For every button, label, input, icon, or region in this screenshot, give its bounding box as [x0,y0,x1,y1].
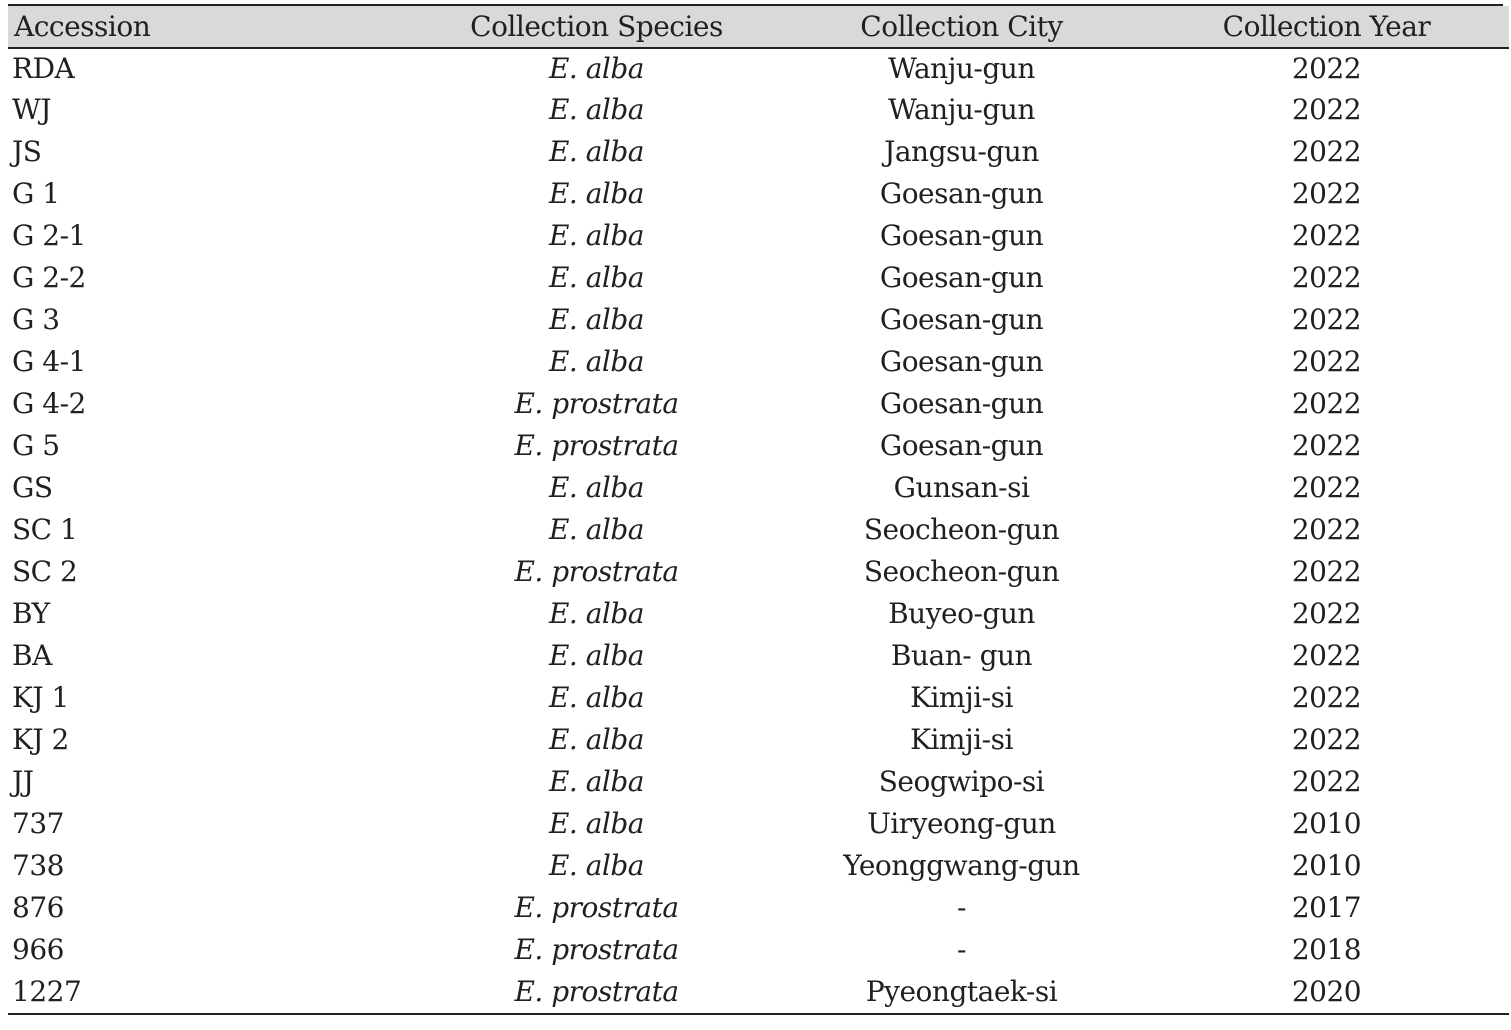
cell-year: 2022 [1291,597,1362,630]
table-row [8,383,1509,425]
cell-city: Goesan-gun [879,303,1044,336]
cell-accession: KJ 2 [12,723,69,756]
table-row [8,215,1509,257]
cell-year: 2022 [1291,177,1362,210]
cell-city: Seocheon-gun [863,555,1060,588]
cell-city: - [957,891,966,924]
cell-year: 2022 [1291,219,1362,252]
cell-species: E. alba [548,135,644,168]
cell-city: Goesan-gun [879,219,1044,252]
cell-species: E. prostrata [414,971,779,1014]
cell-species: E. alba [548,597,644,630]
cell-city: Kimji-si [910,681,1013,714]
cell-city: - [957,933,966,966]
cell-city: Yeonggwang-gun [843,849,1080,882]
cell-city: Uiryeong-gun [867,807,1056,840]
cell-accession: G 4-1 [12,345,86,378]
table-row [8,551,1509,593]
cell-city: Goesan-gun [879,387,1044,420]
cell-city: Buan- gun [890,639,1033,672]
table-row [8,761,1509,803]
cell-year: 2022 [1291,387,1362,420]
cell-accession: 738 [12,849,64,882]
cell-city: Seocheon-gun [863,513,1060,546]
cell-species: E. alba [548,723,644,756]
table-header-row [8,6,1509,48]
cell-year: 2022 [1291,303,1362,336]
cell-accession: SC 2 [12,555,78,588]
cell-species: E. prostrata [514,387,679,420]
cell-accession: BA [12,639,52,672]
cell-year: 2022 [1291,513,1362,546]
cell-year: 2022 [1291,639,1362,672]
table-row [8,89,1509,131]
cell-species: E. alba [548,177,644,210]
cell-city: Goesan-gun [879,261,1044,294]
table-row [8,341,1509,383]
cell-species: E. alba [548,639,644,672]
collection-table [8,6,1509,1015]
cell-year: 2020 [1144,971,1509,1014]
header-city: Collection City [779,6,1144,48]
cell-city: Goesan-gun [879,177,1044,210]
cell-accession: SC 1 [12,513,78,546]
cell-accession: 876 [12,891,64,924]
cell-city: Wanju-gun [888,93,1035,126]
cell-accession: G 1 [12,177,60,210]
cell-year: 2010 [1291,849,1362,882]
cell-accession: WJ [12,93,52,126]
cell-species: E. prostrata [514,429,679,462]
table-row [8,635,1509,677]
table-row [8,425,1509,467]
cell-accession: G 2-2 [12,261,86,294]
table-body [8,48,1509,1014]
cell-accession: RDA [12,52,75,85]
cell-accession: 737 [12,807,64,840]
header-accession: Accession [8,6,414,48]
cell-year: 2022 [1291,52,1362,85]
cell-city: Wanju-gun [888,52,1035,85]
cell-year: 2022 [1291,261,1362,294]
table-row [8,173,1509,215]
table-row [8,257,1509,299]
cell-species: E. alba [548,52,644,85]
table-row [8,131,1509,173]
cell-species: E. alba [548,513,644,546]
header-species: Collection Species [414,6,779,48]
table-row [8,467,1509,509]
cell-accession: JJ [12,765,34,798]
cell-accession: JS [12,135,42,168]
cell-year: 2022 [1291,471,1362,504]
cell-year: 2022 [1291,681,1362,714]
cell-year: 2018 [1291,933,1362,966]
cell-species: E. alba [548,765,644,798]
cell-species: E. alba [548,219,644,252]
table-row [8,299,1509,341]
cell-species: E. alba [548,303,644,336]
cell-city: Goesan-gun [879,345,1044,378]
cell-city: Kimji-si [910,723,1013,756]
table-row [8,971,1509,1014]
table-row [8,677,1509,719]
table-row [8,803,1509,845]
cell-species: E. alba [548,807,644,840]
cell-city: Jangsu-gun [884,135,1039,168]
cell-year: 2010 [1291,807,1362,840]
cell-year: 2022 [1291,93,1362,126]
table-row [8,719,1509,761]
cell-year: 2022 [1291,723,1362,756]
cell-accession: KJ 1 [12,681,69,714]
cell-accession: G 4-2 [12,387,86,420]
cell-accession: G 3 [12,303,60,336]
cell-accession: G 5 [12,429,60,462]
cell-city: Buyeo-gun [888,597,1035,630]
cell-species: E. alba [548,849,644,882]
table-row [8,509,1509,551]
cell-accession: BY [12,597,50,630]
header-year: Collection Year [1144,6,1509,48]
cell-year: 2022 [1291,555,1362,588]
table-row [8,929,1509,971]
cell-species: E. alba [548,471,644,504]
cell-species: E. alba [548,261,644,294]
cell-accession: G 2-1 [12,219,86,252]
cell-species: E. alba [548,681,644,714]
table-row [8,48,1509,89]
cell-species: E. prostrata [514,933,679,966]
cell-city: Gunsan-si [893,471,1030,504]
table-row [8,593,1509,635]
cell-species: E. alba [548,93,644,126]
cell-accession: 966 [12,933,64,966]
table-row [8,887,1509,929]
cell-city: Goesan-gun [879,429,1044,462]
cell-city: Pyeongtaek-si [779,971,1144,1014]
cell-year: 2017 [1291,891,1362,924]
cell-year: 2022 [1291,345,1362,378]
cell-species: E. alba [548,345,644,378]
cell-year: 2022 [1291,135,1362,168]
cell-year: 2022 [1291,765,1362,798]
cell-year: 2022 [1291,429,1362,462]
cell-accession: GS [12,471,53,504]
cell-city: Seogwipo-si [878,765,1045,798]
cell-species: E. prostrata [514,555,679,588]
cell-accession: 1227 [8,971,414,1014]
cell-species: E. prostrata [514,891,679,924]
table-row [8,845,1509,887]
